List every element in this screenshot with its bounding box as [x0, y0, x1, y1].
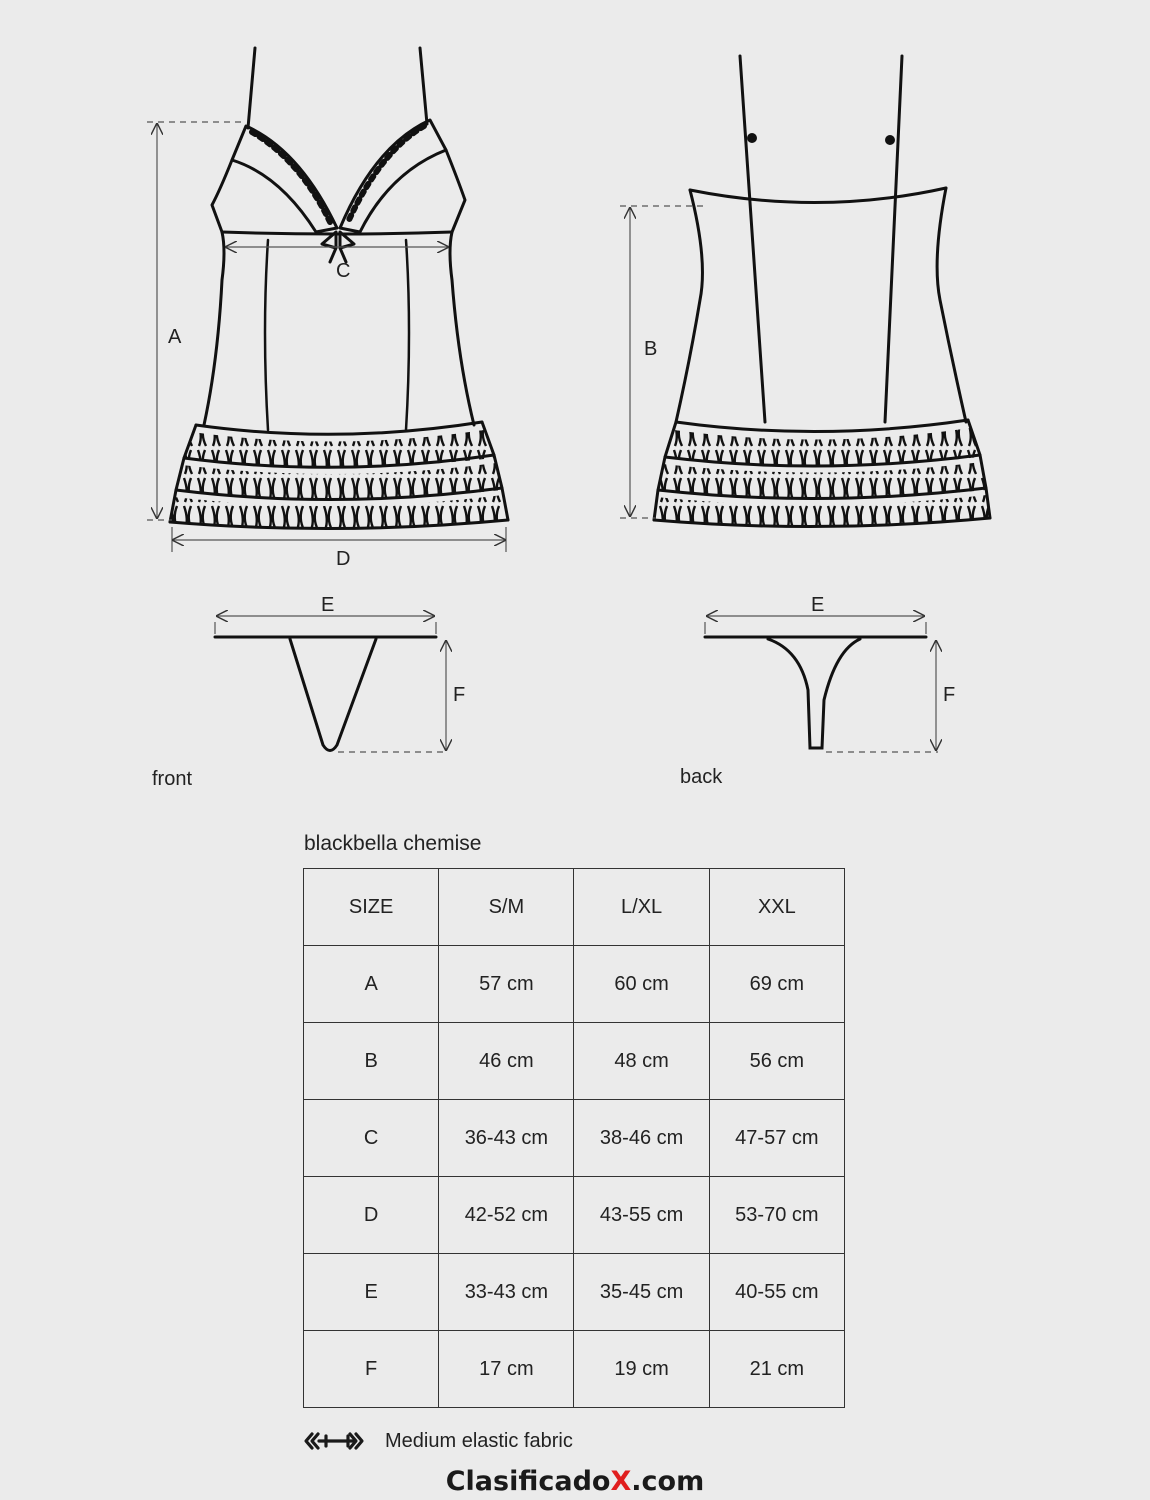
size-table-title: blackbella chemise	[304, 832, 482, 855]
table-cell: 42-52 cm	[439, 1177, 574, 1254]
measure-label-f-back: F	[943, 684, 956, 706]
table-cell: 36-43 cm	[439, 1100, 574, 1177]
front-thong-sketch	[215, 637, 436, 751]
header-cell: L/XL	[574, 869, 709, 946]
table-cell: 38-46 cm	[574, 1100, 709, 1177]
table-cell: 60 cm	[574, 946, 709, 1023]
table-cell: 21 cm	[709, 1331, 844, 1408]
header-cell: S/M	[439, 869, 574, 946]
table-cell: A	[304, 946, 439, 1023]
table-cell: 33-43 cm	[439, 1254, 574, 1331]
table-cell: 17 cm	[439, 1331, 574, 1408]
table-cell: 35-45 cm	[574, 1254, 709, 1331]
table-cell: B	[304, 1023, 439, 1100]
table-row	[304, 1177, 845, 1254]
fabric-legend	[303, 1428, 573, 1454]
table-cell: 53-70 cm	[709, 1177, 844, 1254]
measure-label-e-back: E	[811, 594, 825, 616]
table-header-row	[304, 869, 845, 946]
measure-label-b: B	[644, 338, 658, 360]
brand-logo	[0, 1466, 1150, 1497]
table-row	[304, 946, 845, 1023]
measure-label-d: D	[336, 548, 351, 570]
header-cell: SIZE	[304, 869, 439, 946]
table-row	[304, 1254, 845, 1331]
back-ruffle-texture	[654, 428, 990, 526]
table-cell: 19 cm	[574, 1331, 709, 1408]
table-cell: 40-55 cm	[709, 1254, 844, 1331]
table-cell: C	[304, 1100, 439, 1177]
table-row	[304, 1023, 845, 1100]
table-cell: 69 cm	[709, 946, 844, 1023]
table-cell: F	[304, 1331, 439, 1408]
table-cell: 46 cm	[439, 1023, 574, 1100]
table-cell: D	[304, 1177, 439, 1254]
table-cell: 43-55 cm	[574, 1177, 709, 1254]
front-ruffle-texture	[170, 430, 508, 528]
brand-prefix: Clasificado	[445, 1466, 611, 1497]
brand-suffix: .com	[631, 1466, 705, 1497]
table-row	[304, 1100, 845, 1177]
measure-label-f-front: F	[453, 684, 466, 706]
measure-label-e-front: E	[321, 594, 335, 616]
table-cell: 56 cm	[709, 1023, 844, 1100]
table-cell: E	[304, 1254, 439, 1331]
table-cell: 47-57 cm	[709, 1100, 844, 1177]
header-cell: XXL	[709, 869, 844, 946]
back-thong-sketch	[705, 637, 926, 748]
measure-label-c: C	[336, 260, 351, 282]
brand-x: X	[610, 1466, 632, 1497]
size-table	[303, 868, 845, 1408]
table-row	[304, 1331, 845, 1408]
front-view-label: front	[152, 768, 193, 790]
fabric-legend-text: Medium elastic fabric	[385, 1429, 573, 1452]
measure-label-a: A	[168, 326, 182, 348]
table-cell: 57 cm	[439, 946, 574, 1023]
table-cell: 48 cm	[574, 1023, 709, 1100]
back-view-label: back	[680, 766, 723, 788]
stretch-arrows-icon	[303, 1431, 371, 1451]
